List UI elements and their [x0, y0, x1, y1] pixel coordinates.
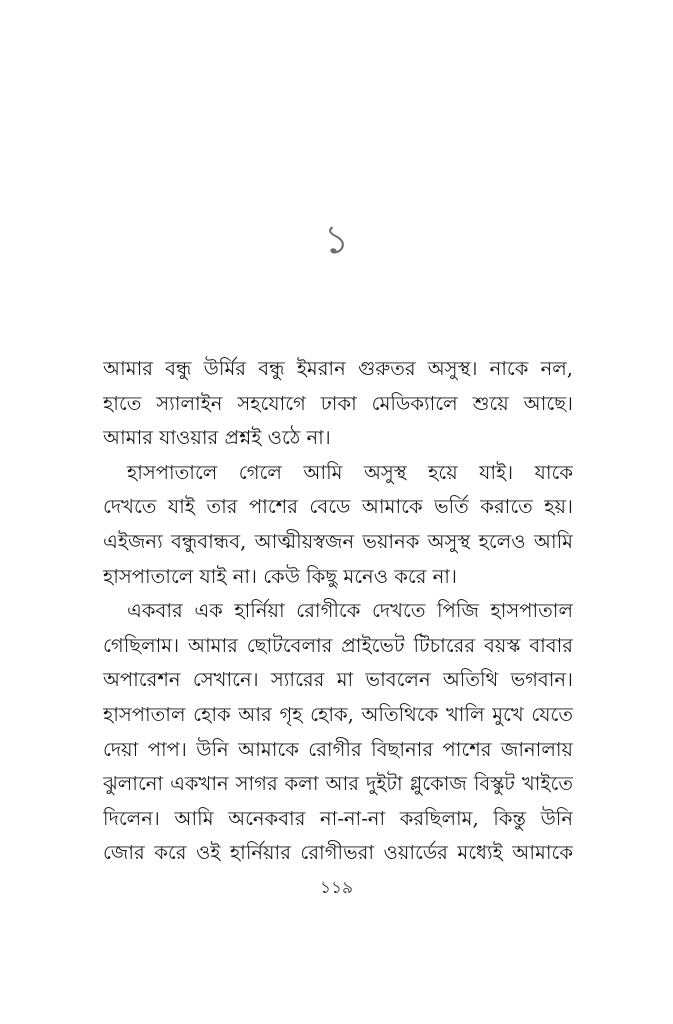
paragraph	[103, 594, 573, 871]
text-line: দেখতে যাই তার পাশের বেডে আমাকে ভর্তি করাতে হয়।	[103, 495, 573, 519]
text-line: জোর করে ওই হার্নিয়ার রোগীভরা ওয়ার্ডের মধ্যেই আমাকে	[103, 841, 573, 865]
chapter-number: ১	[323, 217, 350, 263]
body-text	[103, 352, 573, 871]
text-line: দেয়া পাপ। উনি আমাকে রোগীর বিছানার পাশের জানালায়	[103, 737, 573, 761]
text-line: হাসপাতালে যাই না। কেউ কিছু মনেও করে না।	[103, 564, 457, 588]
page-number: ১১৯	[319, 878, 354, 898]
text-line: দিলেন। আমি অনেকবার না-না-না করছিলাম, কিন্তু উনি	[103, 806, 573, 830]
text-line: অপারেশন সেখানে। স্যারের মা ভাবলেন অতিথি ভগবান।	[103, 668, 573, 692]
text-line: একবার এক হার্নিয়া রোগীকে দেখতে পিজি হাসপাতাল	[127, 599, 573, 623]
text-line: আমার যাওয়ার প্রশ্নই ওঠে না।	[103, 426, 331, 450]
paragraph	[103, 352, 573, 456]
text-line: হাসপাতালে গেলে আমি অসুস্থ হয়ে যাই। যাকে	[127, 460, 573, 484]
text-line: গেছিলাম। আমার ছোটবেলার প্রাইভেট টিচারের বয়স্ক বাবার	[103, 633, 573, 657]
text-line: আমার বন্ধু উর্মির বন্ধু ইমরান গুরুতর অসুস্থ। নাকে নল,	[103, 357, 573, 380]
text-line: ঝুলানো একখান সাগর কলা আর দুইটা গ্লুকোজ বিস্কুট খাইতে	[103, 772, 573, 796]
text-line: হাসপাতাল হোক আর গৃহ হোক, অতিথিকে খালি মুখে যেতে	[103, 702, 573, 726]
text-line: হাতে স্যালাইন সহযোগে ঢাকা মেডিক্যালে শুয়ে আছে।	[103, 391, 573, 415]
text-line: এইজন্য বন্ধুবান্ধব, আত্মীয়স্বজন ভয়ানক অসুস্থ হলেও আমি	[103, 529, 573, 553]
paragraph	[103, 456, 573, 594]
